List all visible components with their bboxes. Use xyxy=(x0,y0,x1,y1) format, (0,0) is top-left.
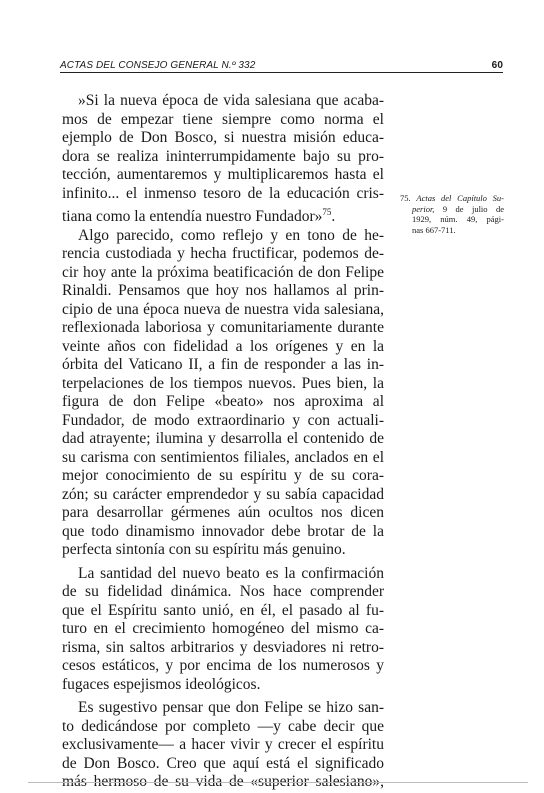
page-bottom-edge xyxy=(28,782,528,783)
running-title: ACTAS DEL CONSEJO GENERAL N.º 332 xyxy=(60,60,256,71)
footnote-line xyxy=(400,193,504,204)
text-line: rencia custodiada y hecha fructificar, podemos de- xyxy=(62,245,384,262)
text-line: más hermoso de su vida de «superior salesiano», xyxy=(62,773,384,790)
text-line: veinte años con fidelidad a los orígenes y en la xyxy=(62,337,384,355)
footnote-date: 9 de julio de xyxy=(434,203,504,214)
text-line: dad atrayente; ilumina y desarrolla el contenido de xyxy=(62,430,384,447)
text-line: perfecta sintonía con su espíritu más genuino. xyxy=(62,541,346,558)
footnote-number: 75. xyxy=(400,193,411,203)
text-line: to dedicándose por completo —y cabe decir que xyxy=(62,717,384,735)
text-line: reflexionada laboriosa y comunitariamente durante xyxy=(62,319,384,336)
main-text xyxy=(62,92,384,792)
text-line: exclusivamente— a hacer vivir y crecer el espíritu xyxy=(62,736,384,753)
text-line-content: tiana como la entendía nuestro Fundador» xyxy=(62,208,323,226)
text-line: su carisma con sentimientos filiales, anclados en el xyxy=(62,448,384,466)
running-header xyxy=(60,60,503,73)
text-line: que el Espíritu santo unió, en él, el pasado al fu- xyxy=(62,601,384,619)
text-line: para desarrollar gérmenes aún ocultos nos dicen xyxy=(62,504,384,521)
text-line: cir hoy ante la próxima beatificación de don Felipe xyxy=(62,263,384,281)
footnote-ref: 75 xyxy=(322,207,332,217)
text-line: figura de don Felipe «beato» nos aproxima al xyxy=(62,393,384,410)
text-line: Fundador, de modo extraordinario y con actuali- xyxy=(62,411,384,429)
text-line: fugaces espejismos ideológicos. xyxy=(62,675,261,693)
text-line: cipio de una época nueva de nuestra vida salesiana, xyxy=(62,300,384,318)
text-line: de Don Bosco. Creo que aquí está el significado xyxy=(62,754,384,772)
text-line: Rinaldi. Pensamos que hoy nos hallamos al prin- xyxy=(62,282,384,299)
text-line: cesos estáticos, y por encima de los numerosos y xyxy=(62,657,384,674)
text-line: dora se realiza ininterrumpidamente bajo su pro- xyxy=(62,147,384,165)
footnote-title-part1: Actas del Capítulo Su- xyxy=(416,193,505,203)
text-line: La santidad del nuevo beato es la confirmación xyxy=(78,564,384,582)
paragraph-4 xyxy=(62,699,384,792)
footnote xyxy=(400,193,504,235)
paragraph-1 xyxy=(62,92,384,226)
page-number: 60 xyxy=(491,60,503,71)
paragraph-2 xyxy=(62,227,384,560)
text-line: ejemplo de Don Bosco, si nuestra misión educa- xyxy=(62,129,384,146)
text-line: »Si la nueva época de vida salesiana que acaba- xyxy=(78,92,384,109)
text-line: Algo parecido, como reflejo y en tono de he- xyxy=(78,226,384,244)
text-line: mos de empezar tiene siempre como norma el xyxy=(62,110,384,128)
text-line: tección, aumentaremos y multiplicaremos hasta el xyxy=(62,166,384,183)
text-line: mejor conocimiento de su espíritu y de su cora- xyxy=(62,467,384,484)
text-line: órbita del Vaticano II, a fin de responder a las in- xyxy=(62,356,384,373)
text-line: tiana como la entendía nuestro Fundador»$^{75}$. xyxy=(62,207,336,226)
text-line: Es sugestivo pensar que don Felipe se hizo san- xyxy=(78,699,384,716)
text-line: infinito... el inmenso tesoro de la educación cris- xyxy=(62,184,384,202)
footnote-line: nas 667-711. xyxy=(412,224,456,235)
paragraph-3 xyxy=(62,565,384,695)
text-line: risma, sin saltos arbitrarios y desviadores ni retro- xyxy=(62,638,384,656)
footnote-line: 1929, núm. 49, pági- xyxy=(412,214,504,224)
text-line: de su fidelidad dinámica. Nos hace comprender xyxy=(62,583,384,600)
footnote-line xyxy=(400,204,504,215)
footnote-title-part2: perior, xyxy=(412,203,435,214)
text-line: terpelaciones de los tiempos nuevos. Pues bien, la xyxy=(62,374,384,392)
text-line: turo en el crecimiento homogéneo del mismo ca- xyxy=(62,620,384,637)
text-line: que todo dinamismo innovador debe brotar de la xyxy=(62,522,384,540)
text-line: zón; su carácter emprendedor y su sabía capacidad xyxy=(62,485,384,503)
